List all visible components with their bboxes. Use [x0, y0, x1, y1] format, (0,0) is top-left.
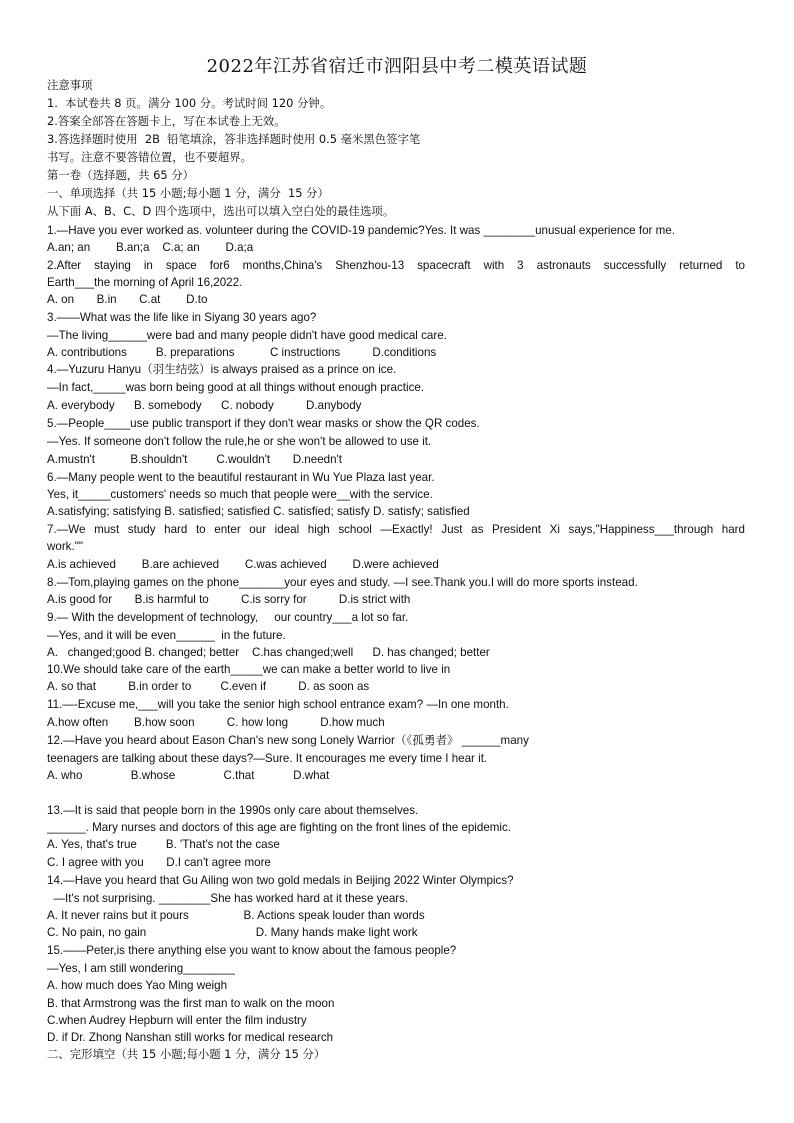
question-10-options: A. so that B.in order to C.even if D. as soon as	[47, 680, 370, 693]
question-1-options: A.an; an B.an;a C.a; an D.a;a	[47, 241, 254, 254]
question-2-options: A. on B.in C.at D.to	[47, 293, 208, 306]
question-14-options-ab: A. It never rains but it pours B. Actions speak louder than words	[47, 909, 425, 922]
question-6: 6.—Many people went to the beautiful restaurant in Wu Yue Plaza last year.	[47, 471, 435, 484]
question-9: 9.— With the development of technology, our country___a lot so far.	[47, 611, 409, 624]
question-4-options: A. everybody B. somebody C. nobody D.anybody	[47, 399, 362, 412]
section-one-instructions: 从下面 A、B、C、D 四个选项中，选出可以填入空白处的最佳选项。	[47, 204, 395, 218]
question-8: 8.—Tom,playing games on the phone_______your eyes and study. —I see.Thank you.I will do more sports instead.	[47, 576, 638, 589]
question-6-options: A.satisfying; satisfying B. satisfied; satisfied C. satisfied; satisfy D. satisfy; satisfied	[47, 505, 470, 518]
question-13-reply: ______. Mary nurses and doctors of this age are fighting on the front lines of the epidemic.	[47, 821, 512, 834]
question-3: 3.——What was the life like in Siyang 30 years ago?	[47, 311, 317, 324]
question-12: 12.—Have you heard about Eason Chan's new song Lonely Warrior（《孤勇者》 ______many	[47, 734, 529, 747]
question-15-option-c: C.when Audrey Hepburn will enter the film industry	[47, 1014, 307, 1027]
notice-item-3-cont: 书写。注意不要答错位置，也不要超界。	[47, 150, 253, 164]
notice-item-3: 3.答选择题时使用 2B 铅笔填涂，答非选择题时使用 0.5 毫米黑色签字笔	[47, 132, 421, 146]
question-5-options: A.mustn't B.shouldn't C.wouldn't D.needn't	[47, 453, 342, 466]
notice-heading: 注意事项	[47, 78, 93, 92]
question-7-cont: work.""	[47, 540, 83, 553]
part-one-heading: 第一卷（选择题，共 65 分）	[47, 168, 195, 182]
question-11: 11.—-Excuse me,___will you take the senior high school entrance exam? —In one month.	[47, 698, 509, 711]
question-2-cont: Earth___the morning of April 16,2022.	[47, 276, 243, 289]
question-9-reply: —Yes, and it will be even______ in the future.	[47, 629, 286, 642]
question-3-options: A. contributions B. preparations C instructions D.conditions	[47, 346, 437, 359]
question-13-options-cd: C. I agree with you D.I can't agree more	[47, 856, 271, 869]
question-14-options-cd: C. No pain, no gain D. Many hands make light work	[47, 926, 418, 939]
question-3-reply: —The living______were bad and many people didn't have good medical care.	[47, 329, 447, 342]
question-7-options: A.is achieved B.are achieved C.was achieved D.were achieved	[47, 558, 439, 571]
question-13: 13.—It is said that people born in the 1990s only care about themselves.	[47, 804, 419, 817]
question-4-reply: —In fact,_____was born being good at all things without enough practice.	[47, 381, 425, 394]
question-15-option-d: D. if Dr. Zhong Nanshan still works for medical research	[47, 1031, 334, 1044]
question-5: 5.—People____use public transport if they don't wear masks or show the QR codes.	[47, 417, 480, 430]
question-14: 14.—Have you heard that Gu Ailing won two gold medals in Beijing 2022 Winter Olympics?	[47, 874, 514, 887]
question-15-option-b: B. that Armstrong was the first man to walk on the moon	[47, 997, 335, 1010]
question-12-cont: teenagers are talking about these days?—Sure. It encourages me every time I hear it.	[47, 752, 488, 765]
question-13-options-ab: A. Yes, that's true B. 'That's not the case	[47, 838, 280, 851]
question-5-reply: —Yes. If someone don't follow the rule,he or she won't be allowed to use it.	[47, 435, 432, 448]
section-one-heading: 一、单项选择（共 15 小题;每小题 1 分，满分 15 分）	[47, 186, 329, 200]
notice-item-1: 1. 本试卷共 8 页。满分 100 分。考试时间 120 分钟。	[47, 96, 332, 110]
question-14-reply: —It's not surprising. ________She has worked hard at it these years.	[47, 892, 409, 905]
notice-item-2: 2.答案全部答在答题卡上，写在本试卷上无效。	[47, 114, 286, 128]
question-9-options: A. changed;good B. changed; better C.has changed;well D. has changed; better	[47, 646, 490, 659]
question-2: 2.After staying in space for6 months,China's Shenzhou-13 spacecraft with 3 astronauts successfully returned to	[47, 259, 745, 272]
question-6-reply: Yes, it_____customers' needs so much that people were__with the service.	[47, 488, 433, 501]
question-1: 1.—Have you ever worked as. volunteer during the COVID-19 pandemic?Yes. It was ________unusual experience for me.	[47, 224, 675, 237]
question-4: 4.—Yuzuru Hanyu（羽生结弦）is always praised as a prince on ice.	[47, 363, 397, 376]
question-15-option-a: A. how much does Yao Ming weigh	[47, 979, 228, 992]
question-15: 15.——Peter,is there anything else you want to know about the famous people?	[47, 944, 457, 957]
question-11-options: A.how often B.how soon C. how long D.how much	[47, 716, 385, 729]
exam-title: 2022年江苏省宿迁市泗阳县中考二模英语试题	[206, 56, 588, 77]
question-12-options: A. who B.whose C.that D.what	[47, 769, 330, 782]
section-two-heading: 二、完形填空（共 15 小题;每小题 1 分，满分 15 分）	[47, 1047, 326, 1061]
question-15-reply: —Yes, I am still wondering________	[47, 962, 235, 975]
question-8-options: A.is good for B.is harmful to C.is sorry for D.is strict with	[47, 593, 411, 606]
question-7: 7.—We must study hard to enter our ideal high school —Exactly! Just as President Xi says,"Happiness___through hard	[47, 523, 745, 536]
question-10: 10.We should take care of the earth_____we can make a better world to live in	[47, 663, 451, 676]
